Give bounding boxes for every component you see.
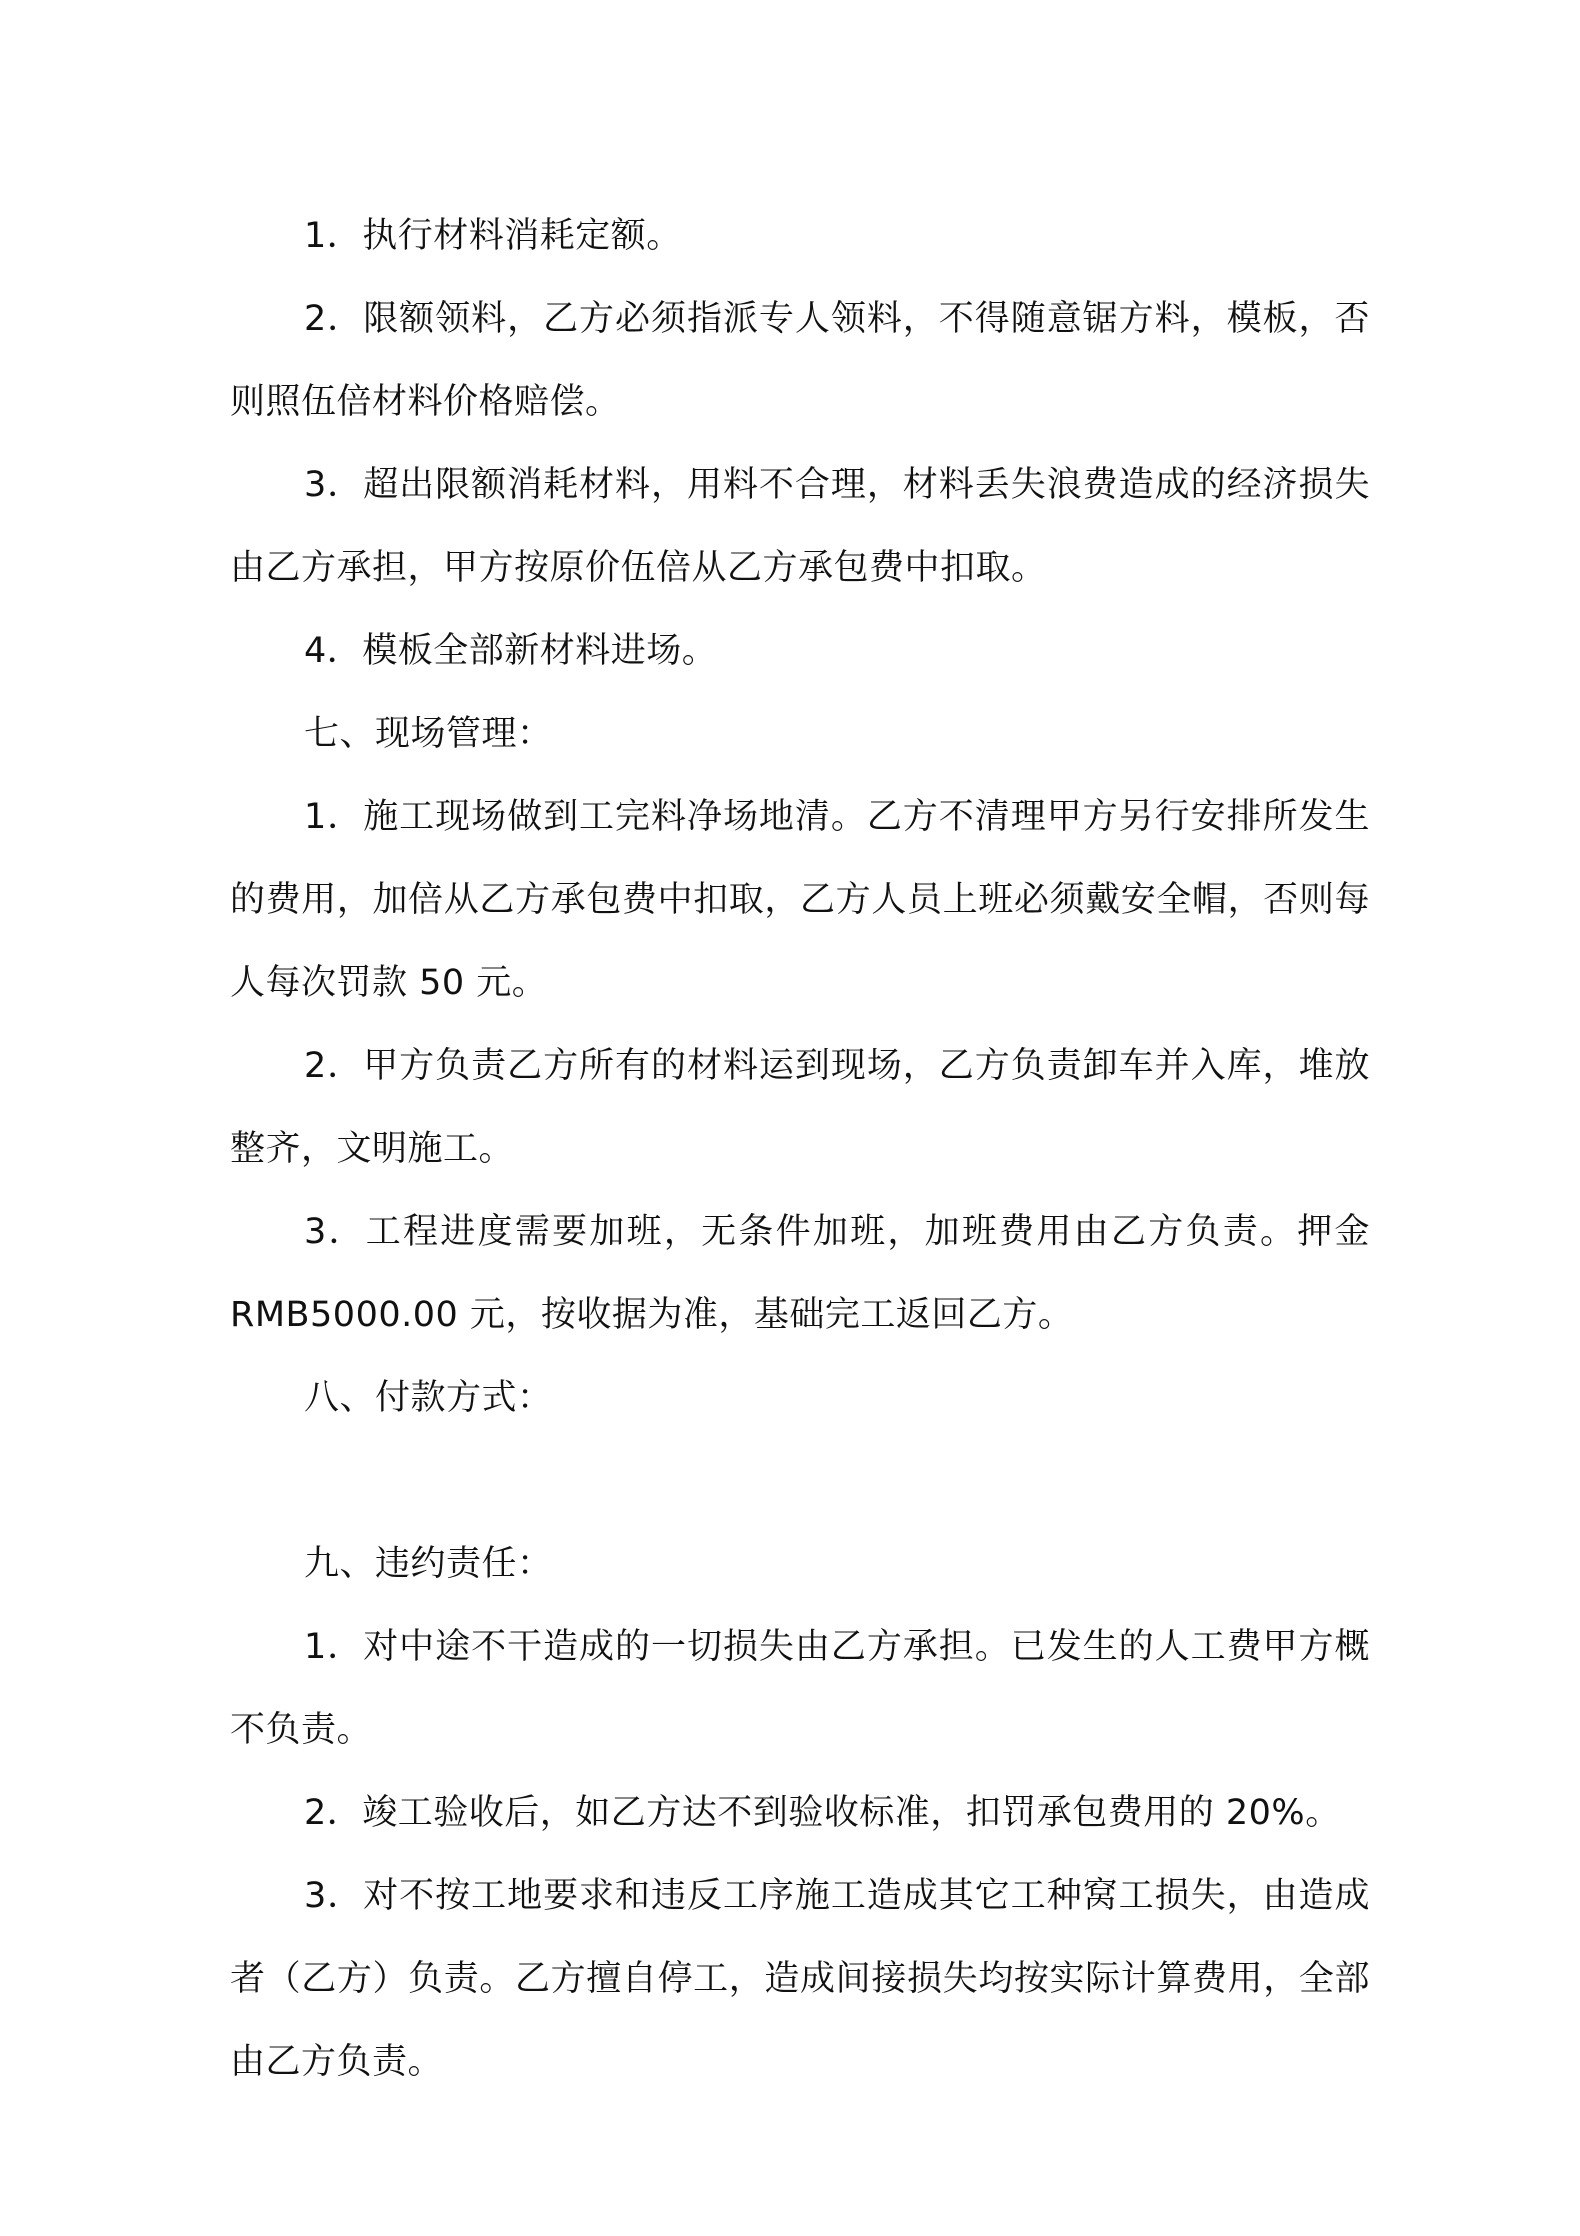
clause-2-limited-picking: 2．限额领料，乙方必须指派专人领料，不得随意锯方料，模板，否则照伍倍材料价格赔偿。 — [230, 299, 1370, 422]
clause-3-excess-consumption: 3．超出限额消耗材料，用料不合理，材料丢失浪费造成的经济损失由乙方承担，甲方按原价伍倍从乙方承包费中扣取。 — [230, 465, 1370, 588]
section-9-heading: 九、违约责任： — [304, 1544, 553, 1584]
section-8-heading: 八、付款方式： — [304, 1378, 553, 1418]
breach-clause-1-quit: 1．对中途不干造成的一切损失由乙方承担。已发生的人工费甲方概不负责。 — [230, 1627, 1370, 1750]
site-clause-3-overtime: 3．工程进度需要加班，无条件加班，加班费用由乙方负责。押金 RMB5000.00 元，按收据为准，基础完工返回乙方。 — [230, 1212, 1370, 1335]
site-clause-2-materials: 2．甲方负责乙方所有的材料运到现场，乙方负责卸车并入库，堆放整齐，文明施工。 — [230, 1046, 1370, 1169]
breach-clause-2-acceptance: 2．竣工验收后，如乙方达不到验收标准，扣罚承包费用的 20%。 — [304, 1793, 1341, 1833]
clause-1-quota: 1．执行材料消耗定额。 — [304, 216, 682, 256]
document-body — [230, 195, 1370, 2104]
site-clause-1-cleanup: 1．施工现场做到工完料净场地清。乙方不清理甲方另行安排所发生的费用，加倍从乙方承包费中扣取，乙方人员上班必须戴安全帽，否则每人每次罚款 50 元。 — [230, 797, 1370, 1003]
section-7-heading: 七、现场管理： — [304, 714, 553, 754]
breach-clause-3-violation: 3．对不按工地要求和违反工序施工造成其它工种窝工损失，由造成者（乙方）负责。乙方擅自停工，造成间接损失均按实际计算费用，全部由乙方负责。 — [230, 1876, 1370, 2082]
clause-4-new-formwork: 4．模板全部新材料进场。 — [304, 631, 718, 671]
blank-gap — [230, 1440, 1370, 1523]
